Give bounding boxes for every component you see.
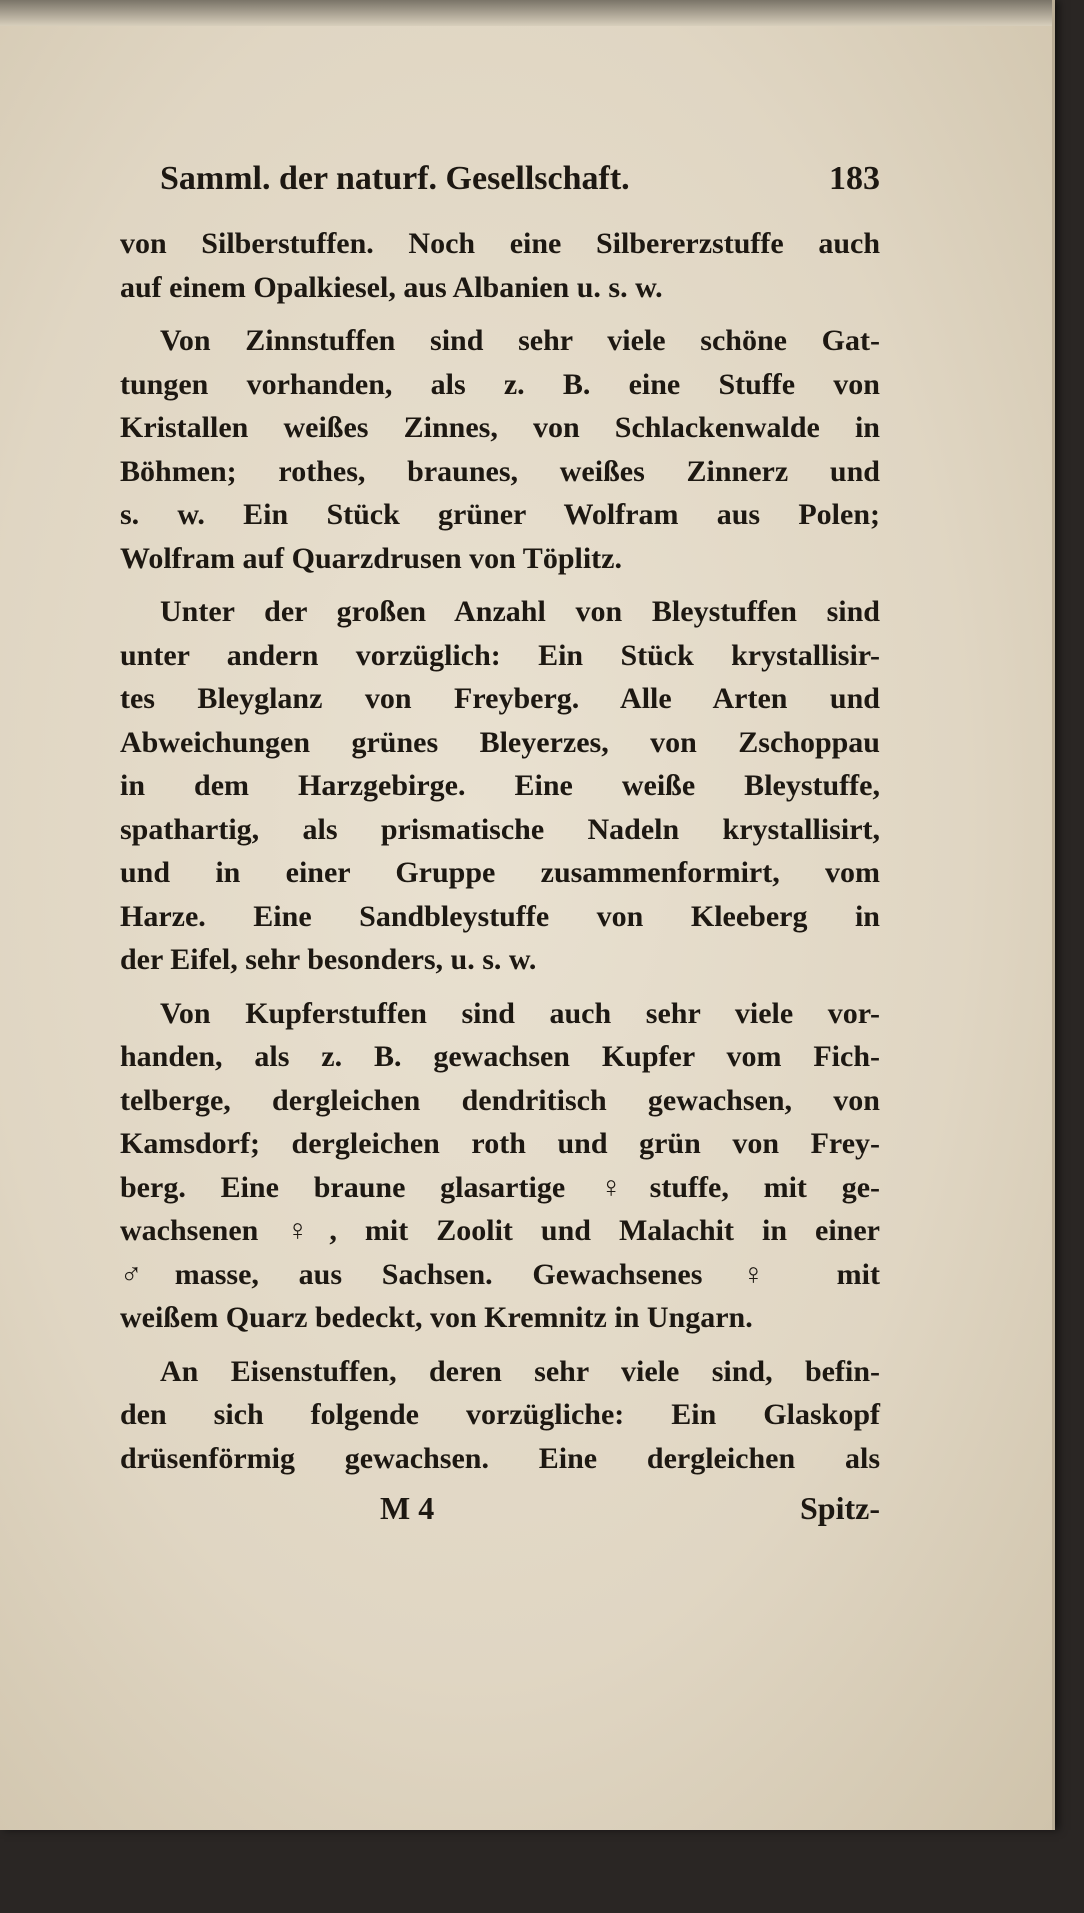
text-line: wachsenen ♀, mit Zoolit und Malachit in einer xyxy=(120,1214,880,1247)
text-line: ♂masse, aus Sachsen. Gewachsenes ♀ mit xyxy=(120,1257,880,1291)
text-line: Wolfram auf Quarzdrusen von Töplitz. xyxy=(120,541,622,575)
text-line: Unter der großen Anzahl von Bleystuffen sind xyxy=(160,595,880,628)
text-line: der Eifel, sehr besonders, u. s. w. xyxy=(120,943,537,976)
text-line: und in einer Gruppe zusammenformirt, vom xyxy=(120,856,880,889)
text-line: Kamsdorf; dergleichen roth und grün von Frey- xyxy=(120,1127,880,1160)
text-line: Abweichungen grünes Bleyerzes, von Zschoppau xyxy=(120,725,880,759)
text-line: auf einem Opalkiesel, aus Albanien u. s. w. xyxy=(120,270,663,304)
text-line: spathartig, als prismatische Nadeln krystallisirt, xyxy=(120,812,880,846)
page-number: 183 xyxy=(829,160,880,197)
text-line: tes Bleyglanz von Freyberg. Alle Arten und xyxy=(120,682,880,715)
text-line: von Silberstuffen. Noch eine Silbererzstuffe auch xyxy=(120,227,880,260)
text-line: unter andern vorzüglich: Ein Stück krystallisir- xyxy=(120,638,880,672)
text-line: den sich folgende vorzügliche: Ein Glaskopf xyxy=(120,1398,880,1431)
text-line: in dem Harzgebirge. Eine weiße Bleystuffe, xyxy=(120,769,880,802)
text-line: telberge, dergleichen dendritisch gewachsen, von xyxy=(120,1083,880,1117)
signature-mark: M 4 xyxy=(380,1490,435,1526)
text-line: handen, als z. B. gewachsen Kupfer vom Fich- xyxy=(120,1040,880,1073)
paragraph xyxy=(120,590,880,982)
text-line: s. w. Ein Stück grüner Wolfram aus Polen; xyxy=(120,498,880,531)
text-line: Kristallen weißes Zinnes, von Schlackenwalde in xyxy=(120,411,880,444)
text-line: weißem Quarz bedeckt, von Kremnitz in Ungarn. xyxy=(120,1301,753,1334)
text-line: Von Zinnstuffen sind sehr viele schöne Gat- xyxy=(160,324,880,357)
running-title: Samml. der naturf. Gesellschaft. xyxy=(160,160,630,197)
paragraph xyxy=(120,1350,880,1481)
text-line: Böhmen; rothes, braunes, weißes Zinnerz und xyxy=(120,454,880,488)
text-line: drüsenförmig gewachsen. Eine dergleichen als xyxy=(120,1441,880,1475)
catchword: Spitz- xyxy=(800,1490,880,1526)
paragraph xyxy=(120,319,880,580)
paragraph xyxy=(120,992,880,1340)
page-footer xyxy=(120,1490,880,1527)
text-line: Harze. Eine Sandbleystuffe von Kleeberg in xyxy=(120,899,880,933)
running-header xyxy=(120,160,880,222)
text-line: Von Kupferstuffen sind auch sehr viele vor- xyxy=(160,996,880,1030)
page-text xyxy=(120,160,880,1527)
text-line: An Eisenstuffen, deren sehr viele sind, befin- xyxy=(160,1354,880,1388)
body-text xyxy=(120,222,880,1480)
text-line: berg. Eine braune glasartige ♀stuffe, mit ge- xyxy=(120,1170,880,1204)
paragraph xyxy=(120,222,880,309)
text-line: tungen vorhanden, als z. B. eine Stuffe von xyxy=(120,367,880,401)
